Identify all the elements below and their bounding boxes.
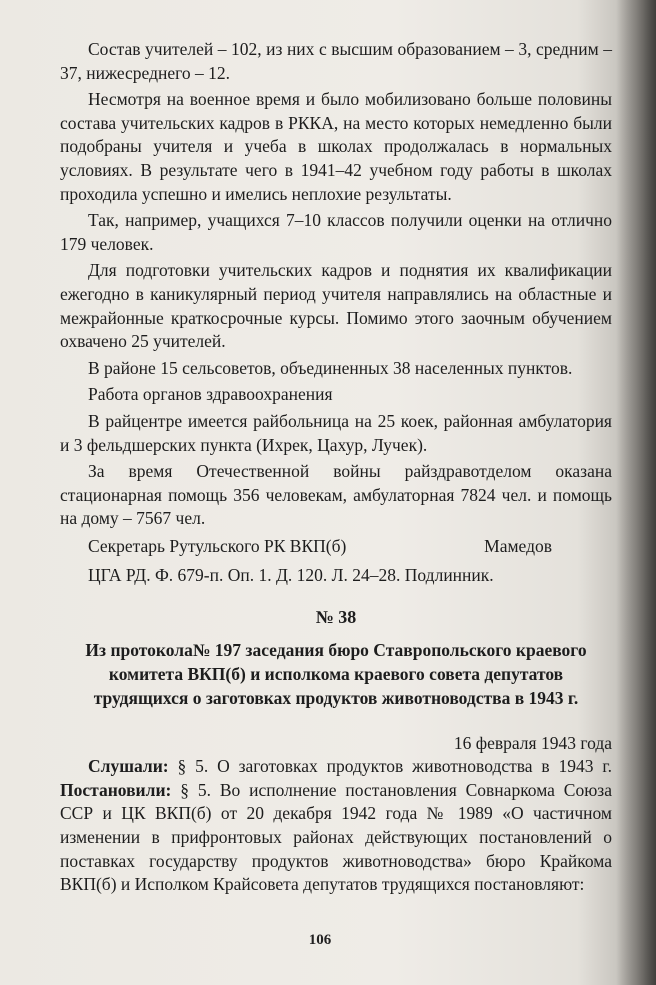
paragraph-grades: Так, например, учащихся 7–10 классов получили оценки на отлично 179 человек.: [60, 210, 612, 254]
paragraph-wartime: Несмотря на военное время и было мобилизовано больше половины состава учительских кадров в РККА, на место которых немедленно были подобраны учителя и учеба в школах продолжалась в нормальных условиях. В результате чего в 1941–42 учебном году работы в школах проходила успешно и имелись неплохие результаты.: [60, 89, 612, 204]
archive-source: ЦГА РД. Ф. 679-п. Оп. 1. Д. 120. Л. 24–28. Подлинник.: [88, 565, 494, 586]
paragraph-health-heading: Работа органов здравоохранения: [88, 384, 333, 405]
paragraph-medical-help: За время Отечественной войны райздравотделом оказана стационарная помощь 356 человекам, амбулаторная 7824 чел. и помощь на дому – 7567 чел.: [60, 461, 612, 529]
paragraph-villages: В районе 15 сельсоветов, объединенных 38 населенных пунктов.: [88, 357, 573, 378]
paragraph-hospital: В райцентре имеется райбольница на 25 коек, районная амбулатория и 3 фельдшерских пункта (Ихрек, Цахур, Лучек).: [60, 410, 612, 455]
decided-text: § 5. Во исполнение постановления Совнаркома Союза ССР и ЦК ВКП(б) от 20 декабря 1942 года № 1989 «О частичном изменении в прифронтовых районах действующих постановлений о поставках государству продуктов животноводства» бюро Крайкома ВКП(б) и Исполком Крайсовета депутатов трудящихся постановляют:: [60, 779, 612, 895]
document-heading: Из протокола№ 197 заседания бюро Ставропольского краевого комитета ВКП(б) и исполкома краевого совета депутатов трудящихся о заготовках продуктов животноводства в 1943 г.: [85, 639, 587, 708]
book-spine-shadow: [616, 0, 656, 985]
document-date: 16 февраля 1943 года: [453, 732, 612, 753]
heard-text: § 5. О заготовках продуктов животноводства в 1943 г.: [168, 756, 612, 777]
page-number: 106: [308, 932, 332, 948]
paragraph-training: Для подготовки учительских кадров и поднятия их квалификации ежегодно в каникулярный период учителя направлялись на областные и межрайонные краткосрочные курсы. Помимо этого заочным обучением охвачено 25 учителей.: [60, 260, 612, 352]
signature-name: Мамедов: [484, 535, 552, 556]
document-number: № 38: [315, 607, 357, 628]
page-text: [60, 38, 612, 900]
decided-label: Постановили:: [60, 779, 172, 800]
paragraph-teachers: Состав учителей – 102, из них с высшим образованием – 3, средним – 37, нижесреднего – 12.: [60, 39, 612, 83]
heard-label: Слушали:: [88, 756, 169, 777]
paragraph-protocol: [60, 755, 612, 897]
signature-line: [60, 535, 612, 559]
signature-title: Секретарь Рутульского РК ВКП(б): [88, 535, 347, 556]
